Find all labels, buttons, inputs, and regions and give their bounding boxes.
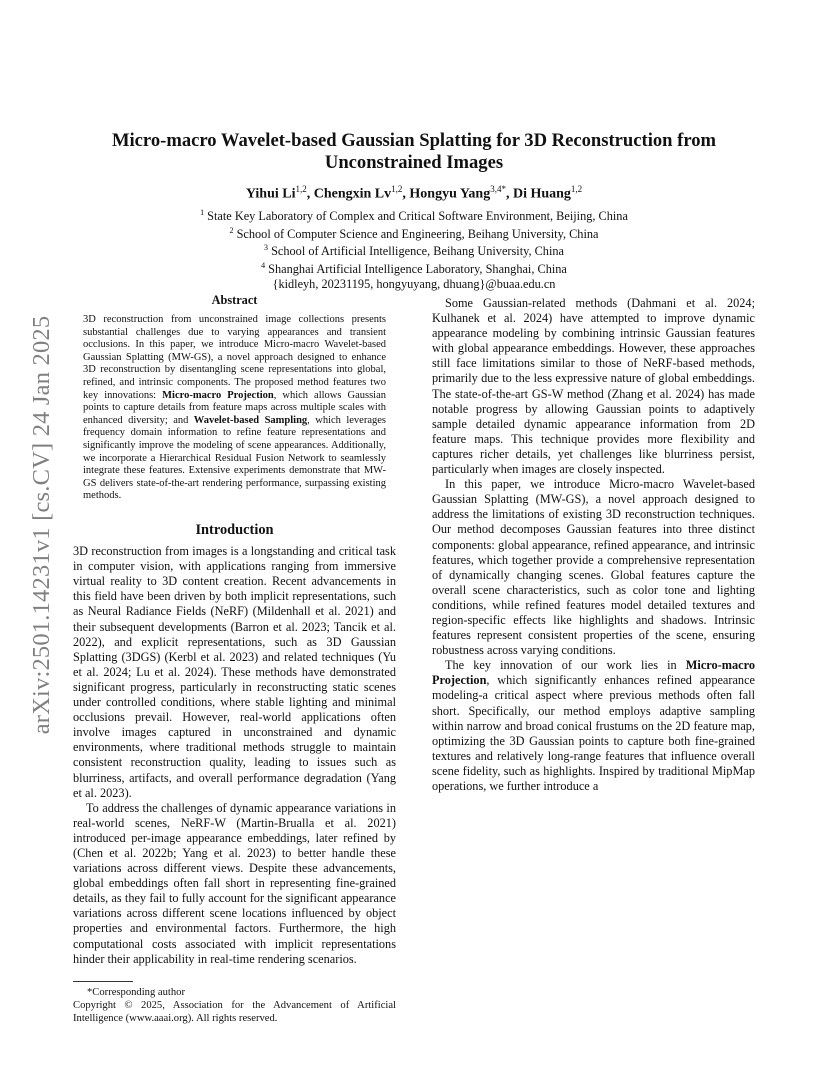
affiliation-mark: 3 [264,243,269,253]
affiliation-mark: 1 [200,208,205,217]
intro-paragraph [432,658,755,794]
arxiv-sidebar [22,290,62,760]
intro-paragraph: Some Gaussian-related methods (Dahmani et al. 2024; Kulhanek et al. 2024) have attempted to improve dynamic appearance modeling by combining intrinsic Gaussian features with global appearance embeddings. However, these approaches still face limitations similar to those of NeRF-based methods, primarily due to the less expressive nature of global embeddings. The state-of-the-art GS-W method (Zhang et al. 2024) has made notable progress by allowing Gaussian points to adaptively sample detailed dynamic appearance information from 2D feature maps. This technique provides more flexibility and captures richer details, yet challenges like blurriness persist, particularly when images are closely inspected. [432,296,755,477]
author-name: Chengxin Lv [313,186,392,202]
abstract-bold-term: Wavelet-based Sampling [193,414,308,426]
intro-paragraph: To address the challenges of dynamic appearance variations in real-world scenes, NeRF-W (Martin-Brualla et al. 2021) introduced per-image appearance embeddings, later refined by (Chen et al. 2022b; Yang et al. 2023) to better handle these variations across different views. Despite these advancements, global embeddings often fall short in representing fine-grained details, as they fail to fully account for the significant appearance variations across different scene locations influenced by object properties and environmental factors. Furthermore, the high computational costs associated with implicit representations hinder their applicability in real-time rendering scenarios. [73,800,396,966]
paper-title: Micro-macro Wavelet-based Gaussian Splatting for 3D Reconstruction from Unconstrained Images [111,130,717,173]
affiliation-text: Shanghai Artificial Intelligence Laboratory, Shanghai, China [265,262,567,277]
affiliation-mark: 2 [229,225,234,235]
author-name: Hongyu Yang [409,186,491,202]
paragraph-part: , which significantly enhances refined appearance modeling-a critical aspect where previous methods often fall short. Specifically, our method employs adaptive sampling within narrow and broad conical frustums on the 2D feature map, optimizing the 3D Gaussian points to capture both fine-grained textures and relatively long-range features that influence overall scene fidelity, such as highlights. Inspired by traditional MipMap operations, we further introduce a [432,673,755,793]
left-column [73,293,396,1025]
affiliation-line [70,206,758,224]
abstract-heading: Abstract [211,293,258,307]
author-emails: {kidleyh, 20231195, hongyuyang, dhuang}@buaa.edu.cn [272,276,556,291]
author-separator: , [306,186,314,202]
author-affiliation-mark: 1,2 [570,184,583,194]
footnote-divider [73,981,133,982]
author-name: Yihui Li [245,186,296,202]
abstract-bold-term: Micro-macro Projection [162,389,274,401]
paragraph-part: The key innovation of our work lies in [445,658,686,673]
footnote [73,986,396,1025]
bold-term: Micro-macro Projection [432,658,755,688]
affiliation-block [70,206,758,291]
affiliation-text: School of Computer Science and Engineering, Beihang University, China [233,226,599,241]
author-affiliation-mark: 1,2 [295,184,307,194]
intro-paragraph: In this paper, we introduce Micro-macro Wavelet-based Gaussian Splatting (MW-GS), a novel approach designed to address the limitations of existing 3D reconstruction techniques. Our method decomposes Gaussian features into three distinct components: global appearance, refined appearance, and intrinsic features, which together provide a comprehensive representation of dynamically changing scenes. Global features capture the overall scene characteristics, such as color tone and lighting conditions, while refined features model detailed textures and region-specific effects like highlights and shadows. Intrinsic features represent consistent properties of the scene, ensuring robustness across varying conditions. [432,477,755,658]
introduction-heading: Introduction [195,522,274,538]
author-separator: , [402,186,410,202]
abstract-part: , which allows Gaussian points to capture details from feature maps across multiple scales with enhanced diversity; and [83,389,386,426]
abstract-text [83,314,386,503]
author-separator: , [505,186,513,202]
affiliation-line [70,224,758,242]
affiliation-text: State Key Laboratory of Complex and Critical Software Environment, Beijing, China [204,209,628,224]
copyright-notice: Copyright © 2025, Association for the Advancement of Artificial Intelligence (www.aaai.org). All rights reserved. [73,999,396,1024]
right-column [432,296,755,794]
corresponding-author-note: *Corresponding author [87,986,185,998]
author-affiliation-mark: 1,2 [391,184,403,194]
author-name: Di Huang [512,186,571,202]
arxiv-identifier: arXiv:2501.14231v1 [cs.CV] 24 Jan 2025 [28,315,55,735]
author-list [70,184,758,203]
affiliation-line [70,259,758,277]
affiliation-text: School of Artificial Intelligence, Beihang University, China [268,244,564,259]
abstract-part: , which leverages frequency domain information to refine feature representations and significantly improve the modeling of scene appearances. Additionally, we incorporate a Hierarchical Residual Fusion Network to seamlessly integrate these features. Extensive experiments demonstrate that MW-GS delivers state-of-the-art rendering performance, surpassing existing methods. [83,414,386,502]
affiliation-line [70,241,758,259]
author-affiliation-mark: 3,4* [490,184,506,194]
affiliation-mark: 4 [261,261,266,271]
abstract-part: 3D reconstruction from unconstrained image collections presents substantial challenges due to varying appearances and transient occlusions. In this paper, we introduce Micro-macro Wavelet-based Gaussian Splatting (MW-GS), a novel approach designed to enhance 3D reconstruction by disentangling scene representations into global, refined, and intrinsic components. The proposed method features two key innovations: [83,314,386,401]
intro-paragraph: 3D reconstruction from images is a longstanding and critical task in computer vision, with applications ranging from immersive virtual reality to 3D content creation. Recent advancements in this field have been driven by both implicit representations, such as Neural Radiance Fields (NeRF) (Mildenhall et al. 2021) and their subsequent developments (Barron et al. 2023; Tancik et al. 2022), and explicit representations, such as 3D Gaussian Splatting (3DGS) (Kerbl et al. 2023) and related techniques (Yu et al. 2024; Lu et al. 2024). These methods have demonstrated significant progress, particularly in reconstructing static scenes under controlled conditions, where stable lighting and minimal occlusions prevail. However, real-world applications often involve images captured in unconstrained and dynamic environments, where traditional methods struggle to maintain consistent reconstruction quality, leading to issues such as blurriness, artifacts, and overall performance degradation (Yang et al. 2023). [73,544,396,800]
